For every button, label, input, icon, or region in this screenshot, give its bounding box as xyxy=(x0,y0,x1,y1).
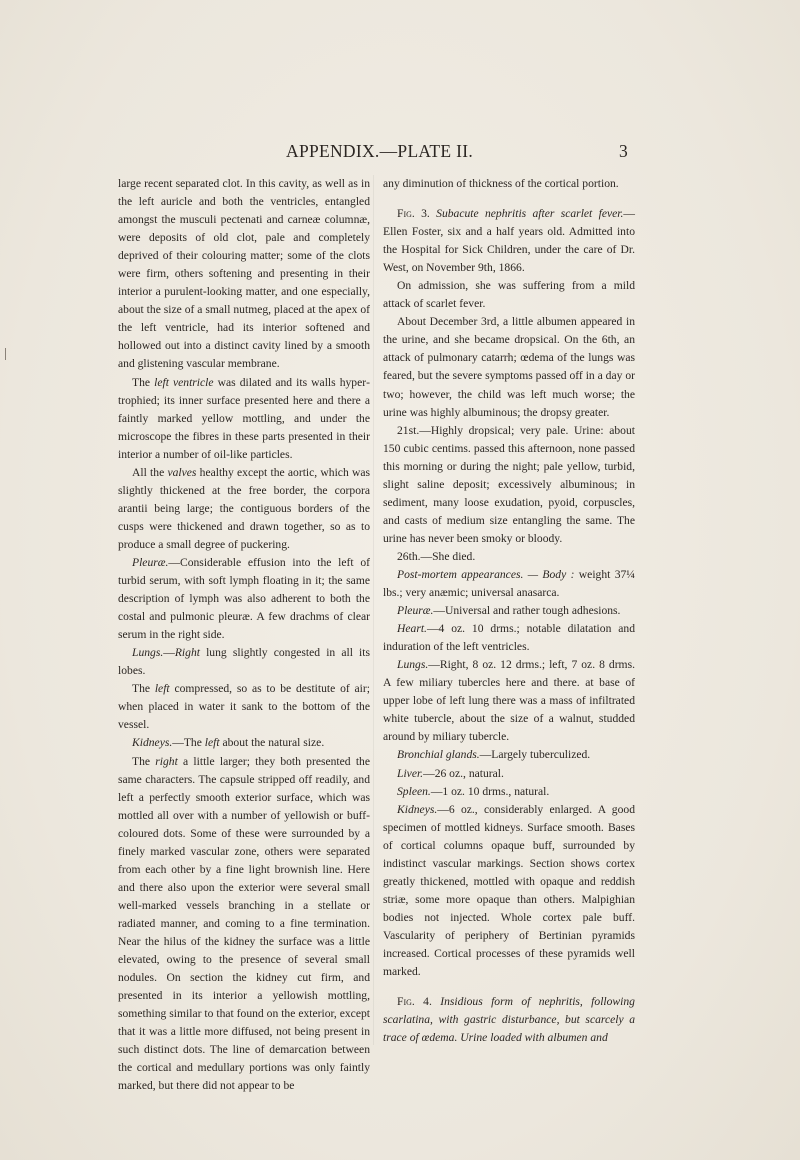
page-header xyxy=(108,141,628,163)
margin-mark xyxy=(5,348,6,360)
section-heading: Liver. xyxy=(397,766,424,780)
paragraph: About December 3rd, a little albumen appeared in the urine, and she became dropsical. On the 6th, an attack of pulmonary catarrh; œdema of the lungs was feared, but the severe symptoms passed off in a day or two; however, the child was left much worse; the urine was highly albuminous; the dropsy greater. xyxy=(383,315,635,419)
left-column xyxy=(118,175,370,1095)
paragraph: large recent separated clot. In this cavity, as well as in the left auricle and both the ventricles, entangled amongst the musculi pectenati and carneæ columnæ, were deposits of old clot, pale and completely deprived of their colouring matter; some of the clots were firm, others softening and presenting in their interior a purulent-looking matter, and one especially, about the size of a small nutmeg, placed at the apex of the left ventricle, had its interior softened and hollowed out into a distinct cavity lined by a smooth and glistening vascular membrane. xyxy=(118,177,370,371)
figure-title: Insidious form of nephritis, following scarlatina, with gastric disturbance, but scarcely a trace of œdema. Urine loaded with albumen and xyxy=(383,995,635,1045)
paragraph-post-mortem: Post-mortem appearances. — Body : weight 37¼ lbs.; very anæmic; universal anasarca. xyxy=(383,567,636,600)
emphasis: left xyxy=(204,736,220,750)
paragraph-heart: Heart.—4 oz. 10 drms.; notable dilatation and induration of the left ventricles. xyxy=(383,622,635,654)
emphasis: left xyxy=(154,682,170,696)
figure-title: Subacute nephritis after scarlet fever. xyxy=(436,207,624,221)
paragraph-left-lung: The left compressed, so as to be destitute of air; when placed in water it sank to the bottom of the vessel. xyxy=(118,682,370,732)
paragraph-lungs: Lungs.—Right lung slightly congested in all its lobes. xyxy=(118,646,370,678)
section-heading: Lungs. xyxy=(397,658,429,672)
section-heading: Pleuræ. xyxy=(397,604,434,618)
figure-label: Fig. 4. xyxy=(397,995,432,1009)
section-heading: Heart. xyxy=(397,622,427,636)
emphasis: right xyxy=(155,754,178,768)
figure-4-entry xyxy=(383,993,635,1047)
paragraph: 21st.—Highly dropsical; very pale. Urine: about 150 cubic centims. passed this afternoon, none passed this morning or during the night; pale yellow, turbid, slight saline deposit; excessively albuminous; in sediment, many loose exudation, pyoid, corpuscles, and casts of medium size entangling the same. The urine has never been smoky or bloody. xyxy=(383,423,635,545)
column-gutter xyxy=(373,175,374,1045)
page-number: 3 xyxy=(618,141,628,161)
paragraph: 26th.—She died. xyxy=(397,549,476,563)
paragraph: On admission, she was suffering from a mild attack of scarlet fever. xyxy=(383,279,635,311)
paragraph: any diminution of thickness of the cortical portion. xyxy=(383,177,619,190)
paragraph-right-kidney: The right a little larger; they both presented the same characters. The capsule stripped off readily, and left a perfectly smooth exterior surface, which was mottled all over with a number of yellowish or buff-coloured dots. Some of these were surrounded by a finely marked vascular zone, others were separated from each other by a fine light brownish line. Here and there also upon the exterior were several small well-marked vessels branching in a stellate or radiated manner, and coming to a fine termination. Near the hilus of the kidney the surface was a little elevated, owing to the presence of several small nodules. On section the kidney cut firm, and presented in its interior a yellowish mottling, something similar to that found on the exterior, except that it was a little more diffused, not being present in such distinct dots. The line of demarcation between the cortical and medullary portions was only faintly marked, but there did not appear to be xyxy=(118,754,370,1093)
paragraph-pleurae: Pleuræ.—Considerable effusion into the left of turbid serum, with soft lymph floating in it; the same description of lymph was also adherent to both the costal and pulmonic pleuræ. A few drachms of clear serum in the right side. xyxy=(118,555,370,642)
section-heading: Lungs. xyxy=(132,646,164,660)
paragraph-liver: Liver.—26 oz., natural. xyxy=(397,766,504,780)
paragraph-pleurae: Pleuræ.—Universal and rather tough adhesions. xyxy=(397,604,621,618)
section-heading: Spleen. xyxy=(397,784,431,798)
section-heading: Pleuræ. xyxy=(132,555,169,569)
emphasis: Right xyxy=(174,646,200,660)
paragraph-spleen: Spleen.—1 oz. 10 drms., natural. xyxy=(397,784,550,798)
section-heading: Post-mortem appearances. — Body : xyxy=(397,567,575,581)
section-heading: Bronchial glands. xyxy=(397,748,480,762)
paragraph-bronchial-glands: Bronchial glands.—Largely tuberculized. xyxy=(397,748,591,762)
running-title: APPENDIX.—PLATE II. xyxy=(286,141,474,161)
paragraph-left-ventricle: The left ventricle was dilated and its walls hypertrophied; its inner surface presented here and there a faintly marked yellow mottling, and under the microscope the fibres in these parts presented in their interior a number of oil-like particles. xyxy=(118,375,370,461)
paragraph-lungs: Lungs.—Right, 8 oz. 12 drms.; left, 7 oz. 8 drms. A few miliary tubercles here and there. at base of upper lobe of left lung there was a mass of infiltrated white tubercle, about the size of a walnut, studded around by miliary tubercle. xyxy=(383,658,635,744)
right-column xyxy=(383,175,635,1047)
paragraph-valves: All the valves healthy except the aortic, which was slightly thickened at the free border, the corpora arantii being large; the contiguous borders of the cusps were thickened and drawn together, so as to produce a small degree of puckering. xyxy=(118,465,370,551)
emphasis: valves xyxy=(167,465,197,479)
paragraph-kidneys: Kidneys.—The left about the natural size. xyxy=(132,736,325,750)
section-heading: Kidneys. xyxy=(397,802,438,816)
emphasis: left ventricle xyxy=(154,375,214,389)
figure-3-entry: Fig. 3. Subacute nephritis after scarlet fever.—Ellen Foster, six and a half years old. Admitted into the Hospital for Sick Children, under the care of Dr. West, on November 9th, 1866. xyxy=(383,207,635,275)
paragraph-kidneys: Kidneys.—6 oz., considerably enlarged. A good specimen of mottled kidneys. Surface smooth. Bases of cortical columns opaque buff, surrounded by indistinct vascular markings. Section shows cortex greatly thickened, mottled with opaque and reddish striæ, some more opaque than others. Malpighian bodies not injected. Whole cortex pale buff. Vascularity of periphery of Bertinian pyramids increased. Cortical processes of these pyramids well marked. xyxy=(383,802,635,979)
section-heading: Kidneys. xyxy=(132,736,173,750)
figure-label: Fig. 3. xyxy=(397,207,430,221)
